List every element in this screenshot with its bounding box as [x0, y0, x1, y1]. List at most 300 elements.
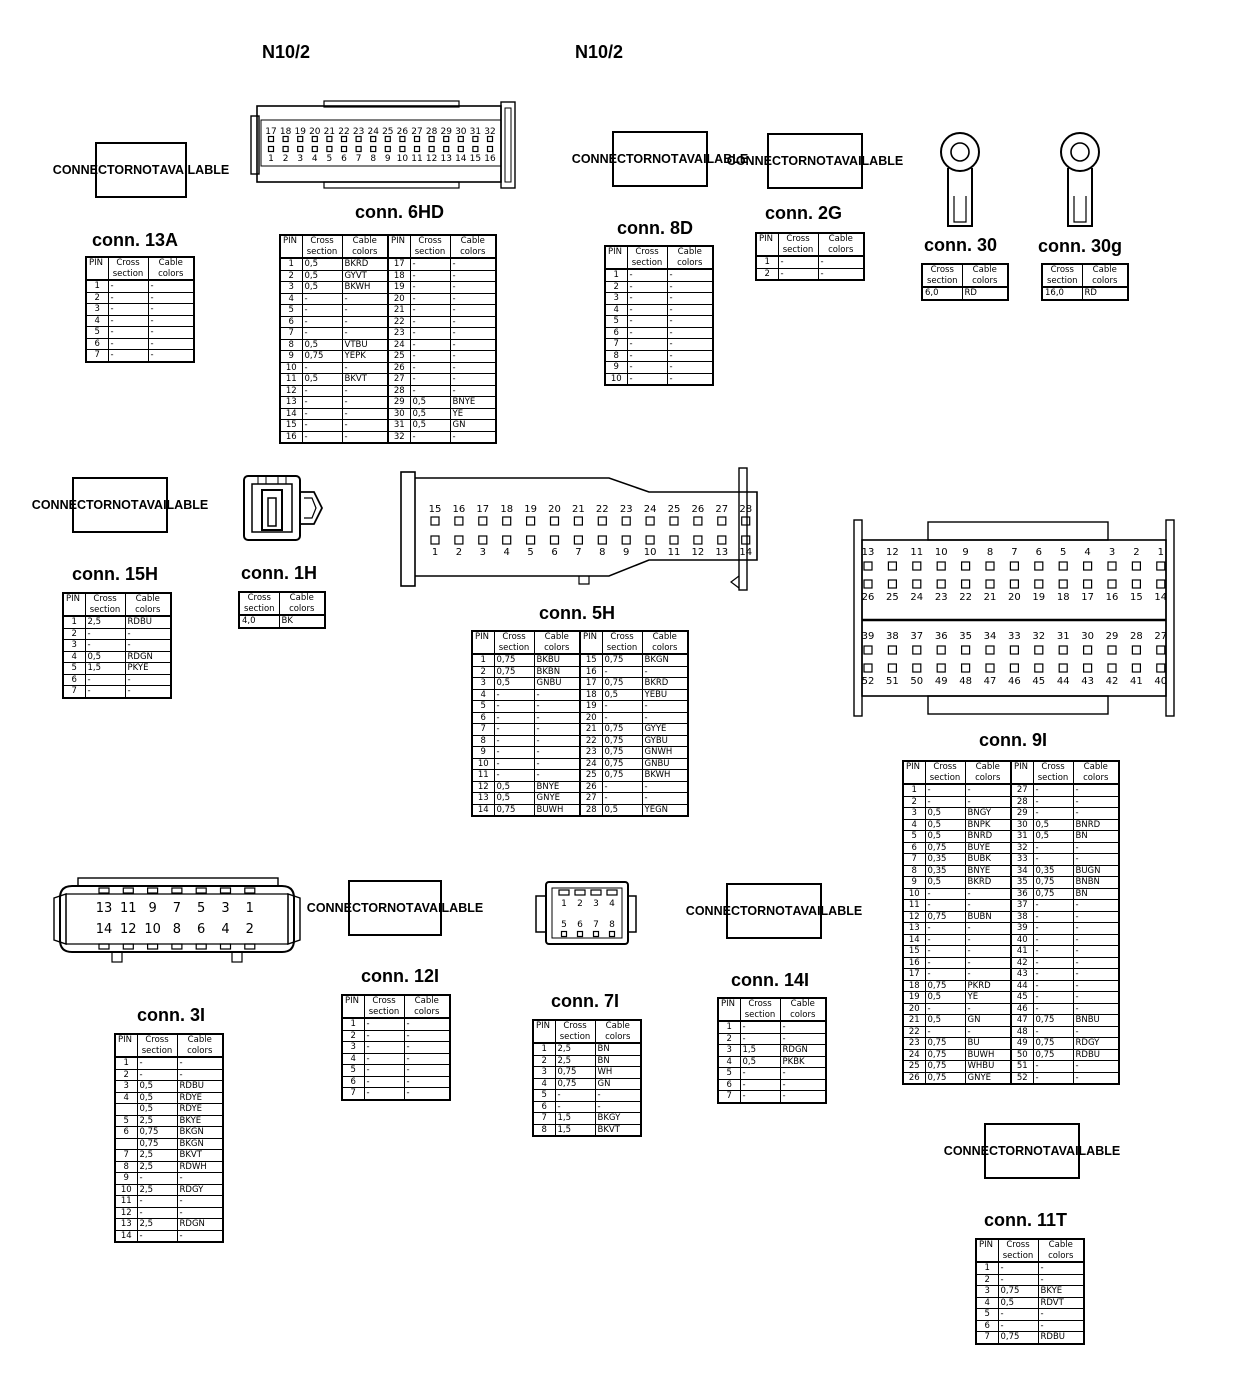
- cross-section-cell: -: [494, 758, 534, 770]
- pin-slot: [1108, 562, 1116, 570]
- table-header: [903, 761, 1119, 784]
- pin-number-label: 25: [667, 504, 681, 515]
- pin-number-label: 24: [367, 127, 379, 137]
- cross-section-cell: -: [998, 1262, 1038, 1274]
- table-row: [903, 934, 1119, 946]
- pin-cell: 8: [533, 1124, 555, 1136]
- cable-color-cell: GNYE: [965, 1072, 1011, 1084]
- cross-section-cell: -: [410, 282, 450, 294]
- cross-section-cell: -: [1033, 1072, 1073, 1084]
- table-row: [342, 1065, 450, 1077]
- col-header-cross: Cross section: [302, 235, 342, 258]
- table-row: [472, 666, 688, 678]
- pin-cell: 24: [388, 339, 410, 351]
- cross-section-cell: -: [627, 373, 667, 385]
- pin-slot: [458, 137, 463, 142]
- conn-title-12i: conn. 12I: [361, 966, 440, 986]
- pin-cell: 2: [533, 1055, 555, 1067]
- heading-left: N10/2: [262, 42, 311, 62]
- pin-slot: [1084, 664, 1092, 672]
- cable-color-cell: -: [667, 362, 713, 374]
- cross-section-cell: -: [555, 1090, 595, 1102]
- cross-section-cell: -: [1033, 957, 1073, 969]
- cable-color-cell: GNBU: [534, 678, 580, 690]
- table-row: [280, 397, 496, 409]
- cross-section-cell: -: [925, 969, 965, 981]
- col-header-cable: Cable colors: [342, 235, 388, 258]
- conn-title-13a: conn. 13A: [92, 230, 179, 250]
- cable-color-cell: BN: [595, 1043, 641, 1055]
- pin-slot: [594, 932, 599, 937]
- pin-number-label: 11: [411, 154, 423, 164]
- cross-section-cell: -: [740, 1021, 780, 1033]
- cross-section-cell: -: [627, 316, 667, 328]
- pin-number-label: 13: [440, 154, 452, 164]
- cable-color-cell: RDGY: [1073, 1038, 1119, 1050]
- connector-1h-drawing: [242, 472, 326, 544]
- pin-cell: 4: [718, 1056, 740, 1068]
- cross-section-cell: 0,35: [1033, 865, 1073, 877]
- cable-color-cell: -: [148, 327, 194, 339]
- na-text: CONNECTOR: [306, 900, 388, 915]
- table-row: [280, 328, 496, 340]
- pin-cell: 14: [472, 804, 494, 816]
- pin-number-label: 1: [268, 154, 274, 164]
- pin-cell: 36: [1011, 888, 1033, 900]
- cross-section-cell: -: [302, 362, 342, 374]
- table-header: [86, 257, 194, 280]
- cable-color-cell: -: [965, 934, 1011, 946]
- cable-color-cell: YE: [965, 992, 1011, 1004]
- cable-color-cell: BKVT: [342, 374, 388, 386]
- cross-section-cell: -: [494, 689, 534, 701]
- pin-number-label: 13: [861, 547, 875, 558]
- cable-color-cell: BKWH: [342, 282, 388, 294]
- pin-number-label: 50: [910, 676, 924, 687]
- pin-cell: 15: [903, 946, 925, 958]
- cross-section-cell: 0,75: [302, 351, 342, 363]
- pin-cell: 6: [533, 1101, 555, 1113]
- cable-color-cell: BNBU: [1073, 1015, 1119, 1027]
- cable-color-cell: GYBU: [642, 735, 688, 747]
- cable-color-cell: -: [642, 781, 688, 793]
- pin-slot: [312, 147, 317, 152]
- pin-cell: 10: [280, 362, 302, 374]
- cross-section-cell: -: [1033, 946, 1073, 958]
- pin-slot: [1157, 562, 1165, 570]
- pin-cell: 51: [1011, 1061, 1033, 1073]
- pin-cell: 24: [580, 758, 602, 770]
- pin-slot: [1035, 562, 1043, 570]
- pin-cell: 3: [903, 808, 925, 820]
- pin-cell: 1: [533, 1043, 555, 1055]
- pin-slot: [196, 888, 206, 893]
- cable-color-cell: -: [450, 316, 496, 328]
- table-row: [903, 854, 1119, 866]
- cable-color-cell: -: [642, 793, 688, 805]
- cable-color-cell: -: [780, 1079, 826, 1091]
- cross-section-cell: -: [925, 796, 965, 808]
- cable-color-cell: BKYE: [177, 1115, 223, 1127]
- pin-number-label: 33: [1008, 631, 1021, 642]
- cross-section-cell: -: [740, 1068, 780, 1080]
- pin-number-label: 5: [197, 901, 206, 916]
- pin-number-label: 12: [886, 547, 899, 558]
- col-header-pin: PIN: [1011, 761, 1033, 784]
- pin-number-label: 2: [455, 547, 463, 558]
- pin-slot: [298, 147, 303, 152]
- col-header-pin: PIN: [280, 235, 302, 258]
- na-text: AVAILABLE: [413, 900, 484, 915]
- cable-color-cell: YE: [450, 408, 496, 420]
- col-header-cross: Cross section: [740, 998, 780, 1021]
- table-row: [976, 1286, 1084, 1298]
- pin-cell: 11: [472, 770, 494, 782]
- cross-section-cell: -: [740, 1079, 780, 1091]
- cross-section-cell: 0,75: [925, 842, 965, 854]
- cable-color-cell: -: [667, 327, 713, 339]
- cross-section-cell: 2,5: [137, 1219, 177, 1231]
- cable-color-cell: -: [450, 385, 496, 397]
- cross-section-cell: -: [137, 1207, 177, 1219]
- col-header-pin: PIN: [86, 257, 108, 280]
- table-row: [472, 712, 688, 724]
- table-row: [605, 304, 713, 316]
- table-row: [86, 338, 194, 350]
- pin-slot: [888, 562, 896, 570]
- cable-color-cell: VTBU: [342, 339, 388, 351]
- cross-section-cell: -: [302, 316, 342, 328]
- pin-slot: [479, 536, 487, 544]
- pin-number-label: 24: [643, 504, 657, 515]
- cable-color-cell: -: [534, 724, 580, 736]
- na-text: AVAILABLE: [792, 903, 863, 918]
- cable-color-cell: BUWH: [534, 804, 580, 816]
- cross-section-cell: -: [602, 781, 642, 793]
- pin-slot: [913, 664, 921, 672]
- cross-section-cell: -: [1033, 842, 1073, 854]
- pin-cell: 1: [756, 256, 778, 268]
- cable-color-cell: BKRD: [342, 258, 388, 270]
- na-box-14i: [685, 883, 863, 939]
- na-text: CONNECTOR: [571, 151, 653, 166]
- pin-cell: 19: [903, 992, 925, 1004]
- pin-slots: [429, 504, 752, 558]
- pin-slot: [574, 536, 582, 544]
- cross-section-cell: 0,5: [85, 651, 125, 663]
- table-row: [63, 628, 171, 640]
- pin-cell: 29: [388, 397, 410, 409]
- pin-number-label: 32: [1032, 631, 1046, 642]
- cable-color-cell: -: [1073, 1072, 1119, 1084]
- cross-section-cell: 0,75: [602, 654, 642, 666]
- table-row: [115, 1196, 223, 1208]
- table-row: [280, 408, 496, 420]
- cable-color-cell: -: [965, 900, 1011, 912]
- cable-color-cell: -: [342, 397, 388, 409]
- cable-color-cell: BNYE: [450, 397, 496, 409]
- na-text: CONNECTOR: [31, 497, 113, 512]
- cross-section-cell: 0,75: [137, 1127, 177, 1139]
- pin-slot: [718, 517, 726, 525]
- pin-cell: 32: [388, 431, 410, 443]
- cross-section-cell: 2,5: [137, 1184, 177, 1196]
- col-header-pin: PIN: [342, 995, 364, 1018]
- cross-section-cell: -: [302, 420, 342, 432]
- pin-slot: [269, 137, 274, 142]
- cross-section-cell: 0,75: [494, 654, 534, 666]
- pin-table-5h: [471, 630, 689, 817]
- col-header-cable: Cable colors: [148, 257, 194, 280]
- na-text: NOT: [387, 900, 414, 915]
- pin-cell: 21: [903, 1015, 925, 1027]
- pin-number-label: 8: [172, 922, 182, 937]
- pin-cell: 3: [280, 282, 302, 294]
- cable-color-cell: BN: [1073, 831, 1119, 843]
- pin-cell: 20: [388, 293, 410, 305]
- conn-title-2g: conn. 2G: [765, 203, 843, 223]
- cross-section-cell: -: [410, 385, 450, 397]
- pin-cell: 6: [63, 674, 85, 686]
- col-header-cross: Cross section: [925, 761, 965, 784]
- table-row: [63, 651, 171, 663]
- pin-cell: 21: [580, 724, 602, 736]
- pin-slot: [1035, 580, 1043, 588]
- table-row: [533, 1078, 641, 1090]
- cross-section-cell: 0,75: [602, 678, 642, 690]
- conn-title-3i: conn. 3I: [137, 1005, 206, 1025]
- col-header-pin: PIN: [976, 1239, 998, 1262]
- pin-number-label: 28: [425, 127, 438, 137]
- cable-color-cell: RD: [962, 287, 1008, 300]
- cross-section-cell: 0,35: [925, 854, 965, 866]
- pin-cell: 12: [280, 385, 302, 397]
- col-header-pin: PIN: [605, 246, 627, 269]
- table-row: [63, 674, 171, 686]
- pin-cell: 9: [280, 351, 302, 363]
- cable-color-cell: -: [780, 1091, 826, 1103]
- cable-color-cell: BKWH: [642, 770, 688, 782]
- cross-section-cell: -: [85, 640, 125, 652]
- col-header-cross: Cross section: [108, 257, 148, 280]
- pin-cell: 52: [1011, 1072, 1033, 1084]
- cable-color-cell: RDBU: [177, 1081, 223, 1093]
- cross-section-cell: -: [555, 1101, 595, 1113]
- cross-section-cell: -: [108, 280, 148, 292]
- cross-section-cell: -: [108, 327, 148, 339]
- table-row: [63, 616, 171, 628]
- pin-cell: 37: [1011, 900, 1033, 912]
- cable-color-cell: -: [450, 339, 496, 351]
- pin-cell: 50: [1011, 1049, 1033, 1061]
- cable-color-cell: RDGY: [177, 1184, 223, 1196]
- pin-number-label: 8: [609, 920, 615, 930]
- na-text: AVAILABLE: [159, 162, 230, 177]
- col-header-cross: Cross section: [627, 246, 667, 269]
- pin-cell: 14: [115, 1230, 137, 1242]
- pin-cell: 27: [580, 793, 602, 805]
- cable-color-cell: GNWH: [642, 747, 688, 759]
- col-header-pin: PIN: [533, 1020, 555, 1043]
- pin-slot: [646, 517, 654, 525]
- cable-color-cell: -: [642, 712, 688, 724]
- table-row: [976, 1262, 1084, 1274]
- pin-slot: [864, 664, 872, 672]
- table-row: [472, 747, 688, 759]
- na-box-2g: [726, 133, 904, 189]
- cable-color-cell: -: [450, 305, 496, 317]
- cross-section-cell: -: [602, 701, 642, 713]
- conn-title-9i: conn. 9I: [979, 730, 1048, 750]
- table-row: [605, 339, 713, 351]
- pin-number-label: 43: [1081, 676, 1094, 687]
- cross-section-cell: -: [627, 350, 667, 362]
- cross-section-cell: -: [302, 293, 342, 305]
- pin-number-label: 19: [1032, 592, 1046, 603]
- pin-slots: [862, 547, 1168, 687]
- cable-color-cell: RDWH: [177, 1161, 223, 1173]
- pin-cell: 11: [903, 900, 925, 912]
- pin-slot: [473, 147, 478, 152]
- pin-number-label: 25: [382, 127, 394, 137]
- pin-cell: 23: [580, 747, 602, 759]
- connector-5h-drawing: [399, 466, 761, 592]
- pin-cell: 7: [280, 328, 302, 340]
- cable-color-cell: -: [1038, 1262, 1084, 1274]
- cable-color-cell: -: [1073, 957, 1119, 969]
- col-header-cable: Cable colors: [1073, 761, 1119, 784]
- pin-slot: [864, 580, 872, 588]
- cross-section-cell: -: [602, 793, 642, 805]
- pin-cell: 29: [1011, 808, 1033, 820]
- pin-cell: 1: [976, 1262, 998, 1274]
- pin-cell: 41: [1011, 946, 1033, 958]
- cross-section-cell: -: [410, 351, 450, 363]
- pin-cell: 11: [115, 1196, 137, 1208]
- pin-cell: 3: [976, 1286, 998, 1298]
- pin-table-1h: [238, 591, 326, 629]
- table-row: [472, 678, 688, 690]
- cable-color-cell: -: [965, 957, 1011, 969]
- pin-cell: 12: [472, 781, 494, 793]
- table-row: [903, 888, 1119, 900]
- cable-color-cell: RDBU: [1073, 1049, 1119, 1061]
- connector-9i-drawing: [852, 514, 1178, 722]
- cross-section-cell: 0,75: [494, 804, 534, 816]
- pin-number-label: 1: [245, 901, 254, 916]
- cable-color-cell: BNYE: [965, 865, 1011, 877]
- pin-cell: 6: [472, 712, 494, 724]
- pin-slot: [670, 536, 678, 544]
- table-row: [342, 1018, 450, 1030]
- pin-slot: [578, 932, 583, 937]
- cable-color-cell: -: [595, 1101, 641, 1113]
- pin-number-label: 44: [1056, 676, 1070, 687]
- pin-cell: 4: [472, 689, 494, 701]
- pin-slot: [913, 580, 921, 588]
- cable-color-cell: -: [1073, 969, 1119, 981]
- cross-section-cell: 0,75: [1033, 888, 1073, 900]
- cross-section-cell: 0,35: [925, 865, 965, 877]
- pin-cell: 43: [1011, 969, 1033, 981]
- cable-color-cell: -: [965, 784, 1011, 796]
- cross-section-cell: 6,0: [922, 287, 962, 300]
- cable-color-cell: -: [450, 282, 496, 294]
- cross-section-cell: -: [778, 268, 818, 280]
- cross-section-cell: -: [108, 350, 148, 362]
- pin-slot: [742, 536, 750, 544]
- cross-section-cell: 0,5: [410, 408, 450, 420]
- pin-number-label: 32: [484, 127, 496, 137]
- pin-number-label: 15: [428, 504, 442, 515]
- cable-color-cell: -: [148, 338, 194, 350]
- cable-color-cell: -: [177, 1207, 223, 1219]
- table-row: [903, 1061, 1119, 1073]
- pin-slot: [327, 147, 332, 152]
- table-row: [533, 1067, 641, 1079]
- pin-cell: 25: [580, 770, 602, 782]
- table-row: [605, 269, 713, 281]
- cross-section-cell: -: [302, 408, 342, 420]
- pin-number-label: 8: [599, 547, 606, 558]
- pin-number-label: 11: [667, 547, 681, 558]
- cable-color-cell: -: [450, 351, 496, 363]
- pin-slot: [1035, 646, 1043, 654]
- pin-slot: [1084, 646, 1092, 654]
- table-header: [342, 995, 450, 1018]
- pin-slot: [458, 147, 463, 152]
- pin-slot: [444, 147, 449, 152]
- table-row: [86, 304, 194, 316]
- pin-cell: 8: [115, 1161, 137, 1173]
- pin-cell: 28: [1011, 796, 1033, 808]
- cable-color-cell: -: [667, 316, 713, 328]
- na-text: NOT: [807, 153, 834, 168]
- col-header-cross: Cross section: [1033, 761, 1073, 784]
- pin-cell: 28: [580, 804, 602, 816]
- pin-slot: [622, 517, 630, 525]
- table-row: [280, 351, 496, 363]
- pin-number-label: 42: [1105, 676, 1119, 687]
- pin-cell: 13: [472, 793, 494, 805]
- pin-cell: 27: [1011, 784, 1033, 796]
- cable-color-cell: -: [667, 269, 713, 281]
- cable-color-cell: BNGY: [965, 808, 1011, 820]
- pin-slot: [986, 562, 994, 570]
- col-header-cross: Cross section: [555, 1020, 595, 1043]
- cable-color-cell: PKRD: [965, 980, 1011, 992]
- table-row: [718, 1045, 826, 1057]
- pin-table-11t: [975, 1238, 1085, 1345]
- cross-section-cell: -: [364, 1030, 404, 1042]
- pin-slot: [196, 944, 206, 949]
- cable-color-cell: -: [1038, 1274, 1084, 1286]
- pin-cell: 5: [718, 1068, 740, 1080]
- table-header: [239, 592, 325, 615]
- pin-cell: [115, 1138, 137, 1150]
- cross-section-cell: -: [108, 304, 148, 316]
- pin-number-label: 48: [959, 676, 972, 687]
- pin-cell: 10: [903, 888, 925, 900]
- pin-slot: [1059, 646, 1067, 654]
- cable-color-cell: WH: [595, 1067, 641, 1079]
- table-row: [976, 1309, 1084, 1321]
- cross-section-cell: -: [925, 1026, 965, 1038]
- cross-section-cell: -: [410, 316, 450, 328]
- cable-color-cell: BKGY: [595, 1113, 641, 1125]
- cable-color-cell: YEGN: [642, 804, 688, 816]
- cable-color-cell: -: [450, 431, 496, 443]
